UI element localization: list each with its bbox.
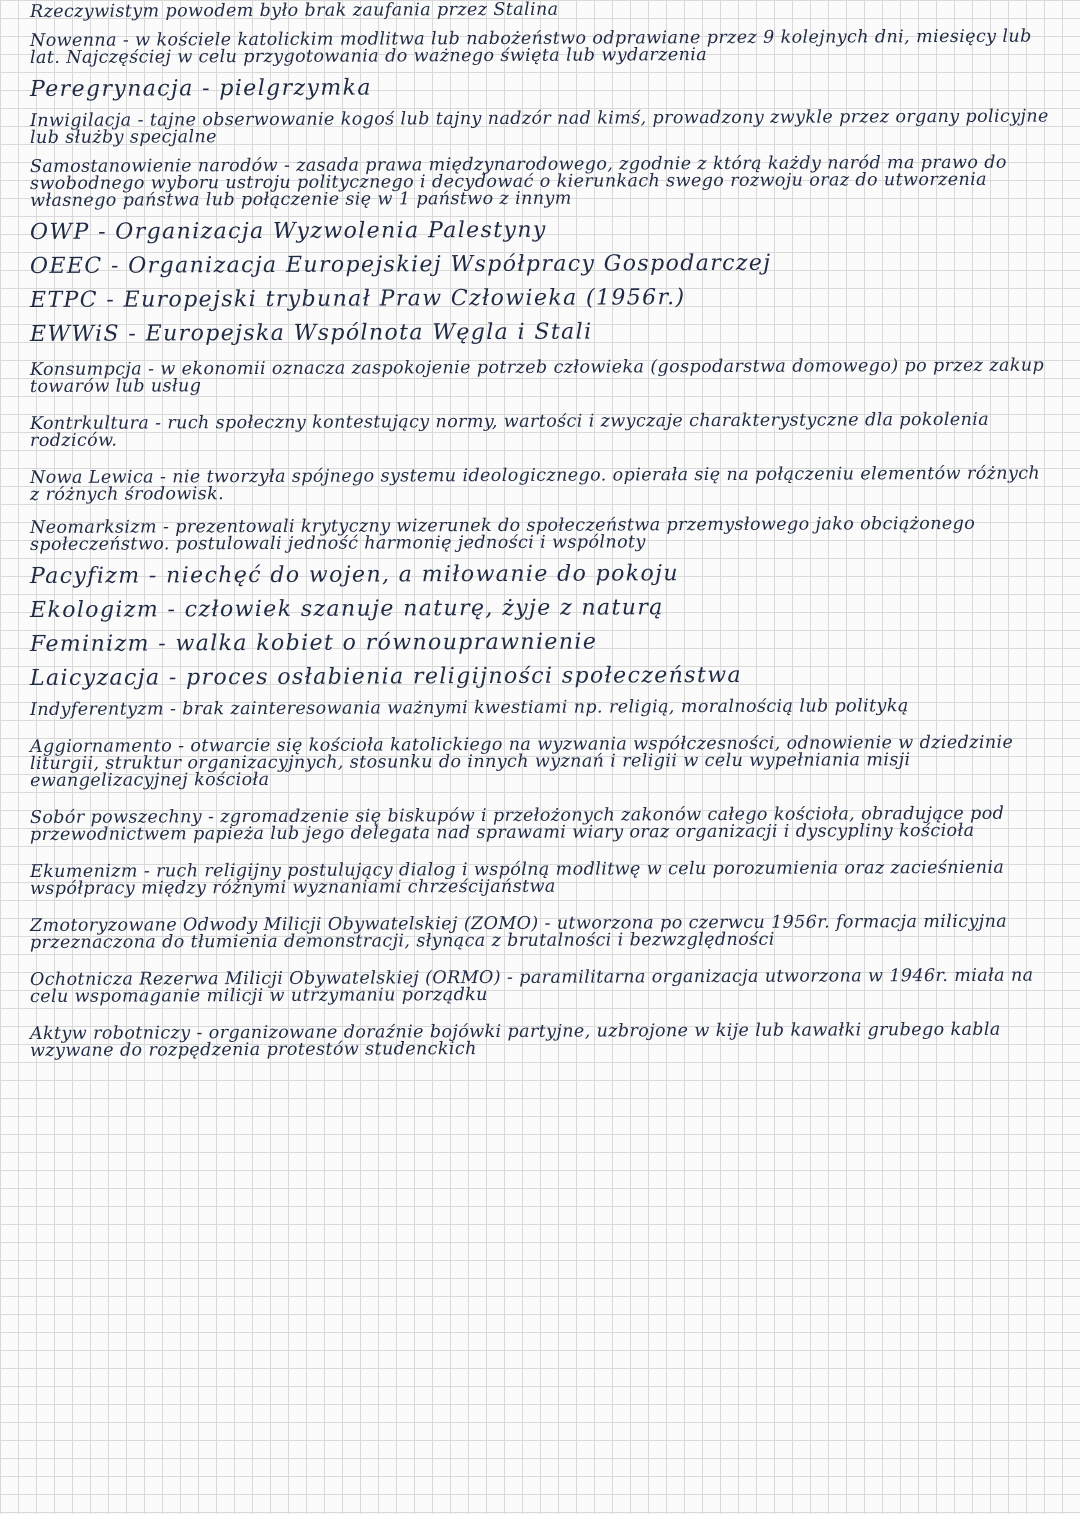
definition-laicyzacja: Laicyzacja - proces osłabienia religijności społeczeństwa [29,662,743,691]
definition-ewwis: EWWiS - Europejska Wspólnota Węgla i Stali [29,319,593,347]
definition-etpc: ETPC - Europejski trybunał Praw Człowieka (1956r.) [29,285,686,313]
definition-neomarksizm: Neomarksizm - prezentowali krytyczny wizerunek do społeczeństwa przemysłowego jako obciążonego społeczeństwo. postulowali jedność harmonię jedności i wspólnoty [29,513,976,555]
definition-samostanowienie: Samostanowienie narodów - zasada prawa międzynarodowego, zgodnie z którą każdy naród ma prawo do swobodnego wyboru ustroju politycznego i decydować o kierunkach swego rozwoju oraz do utworzenia własnego państwa lub połączenie się w 1 państwo z innym [29,152,1007,211]
definition-ormo: Ochotnicza Rezerwa Milicji Obywatelskiej (ORMO) - paramilitarna organizacja utworzona w 1946r. miała na celu wspomaganie milicji w utrzymaniu porządku [29,965,1034,1007]
definition-nowenna: Nowenna - w kościele katolickim modlitwa lub nabożeństwo odprawiane przez 9 kolejnych dni, miesięcy lub lat. Najczęściej w celu przygotowania do ważnego święta lub wydarzenia [29,26,1032,68]
notebook-page [29,0,1052,1061]
definition-sobor-powszechny: Sobór powszechny - zgromadzenie się biskupów i przełożonych zakonów całego kościoła, obradujące pod przewodnictwem papieża lub jego delegata nad sprawami wiary oraz organizacji i dyscypliny kościoła [29,803,1005,845]
definition-peregrynacja: Peregrynacja - pielgrzymka [29,75,372,102]
definition-nowa-lewica: Nowa Lewica - nie tworzyła spójnego systemu ideologicznego. opierała się na połączeniu elementów różnych z różnych środowisk. [29,463,1041,505]
definition-aggiornamento: Aggiornamento - otwarcie się kościoła katolickiego na wyzwania współczesności, odnowienie w dziedzinie liturgii, struktur organizacyjnych, stosunku do innych wyznań i religii w celu wypełniania misji ewangelizacyjnej kościoła [29,732,1014,791]
definition-feminizm: Feminizm - walka kobiet o równouprawnienie [29,629,598,657]
definition-zomo: Zmotoryzowane Odwody Milicji Obywatelskiej (ZOMO) - utworzona po czerwcu 1956r. formacja milicyjna przeznaczona do tłumienia demonstracji, słynąca z brutalności i bezwzględności [29,911,1008,953]
definition-aktyw-robotniczy: Aktyw robotniczy - organizowane doraźnie bojówki partyjne, uzbrojone w kije lub kawałki grubego kabla wzywane do rozpędzenia protestów studenckich [29,1019,1001,1061]
definition-konsumpcja: Konsumpcja - w ekonomii oznacza zaspokojenie potrzeb człowieka (gospodarstwa domowego) po przez zakup towarów lub usług [29,355,1045,397]
definition-pacyfizm: Pacyfizm - niechęć do wojen, a miłowanie do pokoju [29,561,679,589]
definition-ekumenizm: Ekumenizm - ruch religijny postulujący dialog i wspólną modlitwę w celu porozumienia oraz zacieśnienia współpracy między różnymi wyznaniami chrześcijaństwa [29,857,1005,899]
definition-indyferentyzm: Indyferentyzm - brak zainteresowania ważnymi kwestiami np. religią, moralnością lub polityką [29,696,909,720]
definition-oeec: OEEC - Organizacja Europejskiej Współpracy Gospodarczej [29,250,772,279]
note-intro: Rzeczywistym powodem było brak zaufania przez Stalina [29,0,559,22]
definition-inwigilacja: Inwigilacja - tajne obserwowanie kogoś lub tajny nadzór nad kimś, prowadzony zwykle przez organy policyjne lub służby specjalne [29,106,1049,148]
definition-ekologizm: Ekologizm - człowiek szanuje naturę, żyje z naturą [29,595,664,623]
definition-kontrkultura: Kontrkultura - ruch społeczny kontestujący normy, wartości i zwyczaje charakterystyczne dla pokolenia rodziców. [29,409,990,451]
definition-owp: OWP - Organizacja Wyzwolenia Palestyny [29,217,547,245]
